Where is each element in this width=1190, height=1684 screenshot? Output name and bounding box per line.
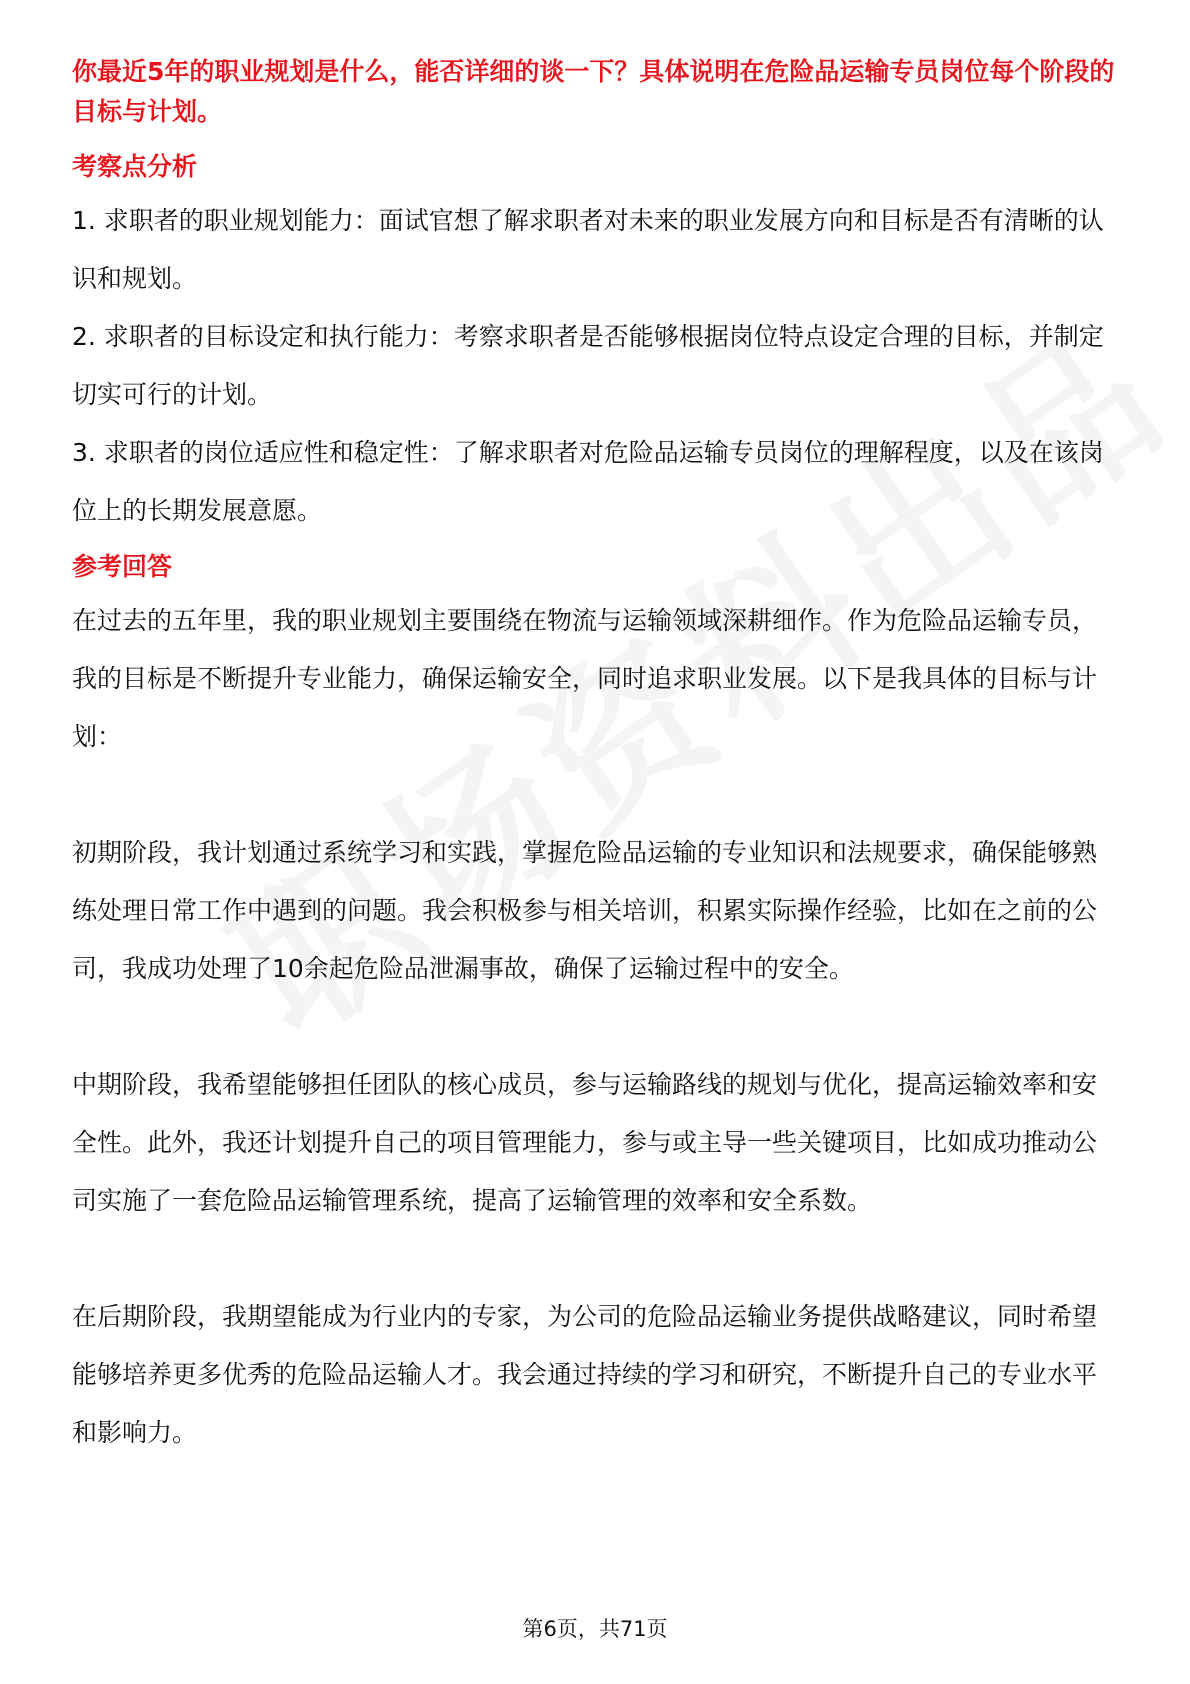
paragraph-spacer — [72, 998, 1118, 1056]
analysis-point: 3. 求职者的岗位适应性和稳定性：了解求职者对危险品运输专员岗位的理解程度，以及在该岗位上的长期发展意愿。 — [72, 438, 1104, 525]
page-number: 第6页，共71页 — [522, 1617, 668, 1641]
analysis-point: 2. 求职者的目标设定和执行能力：考察求职者是否能够根据岗位特点设定合理的目标，并制定切实可行的计划。 — [72, 322, 1104, 409]
page-content — [72, 52, 1118, 1462]
question-title: 你最近5年的职业规划是什么，能否详细的谈一下？具体说明在危险品运输专员岗位每个阶段的目标与计划。 — [72, 57, 1115, 126]
analysis-points — [72, 192, 1118, 540]
answer-late-stage: 在后期阶段，我期望能成为行业内的专家，为公司的危险品运输业务提供战略建议，同时希望能够培养更多优秀的危险品运输人才。我会通过持续的学习和研究，不断提升自己的专业水平和影响力。 — [72, 1302, 1098, 1447]
answer-early-stage: 初期阶段，我计划通过系统学习和实践，掌握危险品运输的专业知识和法规要求，确保能够熟练处理日常工作中遇到的问题。我会积极参与相关培训，积累实际操作经验，比如在之前的公司，我成功处理了10余起危险品泄漏事故，确保了运输过程中的安全。 — [72, 838, 1098, 983]
answer-intro: 在过去的五年里，我的职业规划主要围绕在物流与运输领域深耕细作。作为危险品运输专员，我的目标是不断提升专业能力，确保运输安全，同时追求职业发展。以下是我具体的目标与计划： — [72, 606, 1098, 751]
paragraph-spacer — [72, 1230, 1118, 1288]
analysis-heading: 考察点分析 — [72, 152, 198, 181]
analysis-section — [72, 148, 1118, 540]
paragraph-spacer — [72, 766, 1118, 824]
answer-heading: 参考回答 — [72, 552, 173, 581]
answer-middle-stage: 中期阶段，我希望能够担任团队的核心成员，参与运输路线的规划与优化，提高运输效率和安全性。此外，我还计划提升自己的项目管理能力，参与或主导一些关键项目，比如成功推动公司实施了一套危险品运输管理系统，提高了运输管理的效率和安全系数。 — [72, 1070, 1098, 1215]
analysis-point: 1. 求职者的职业规划能力：面试官想了解求职者对未来的职业发展方向和目标是否有清晰的认识和规划。 — [72, 206, 1104, 293]
answer-section — [72, 548, 1118, 1462]
